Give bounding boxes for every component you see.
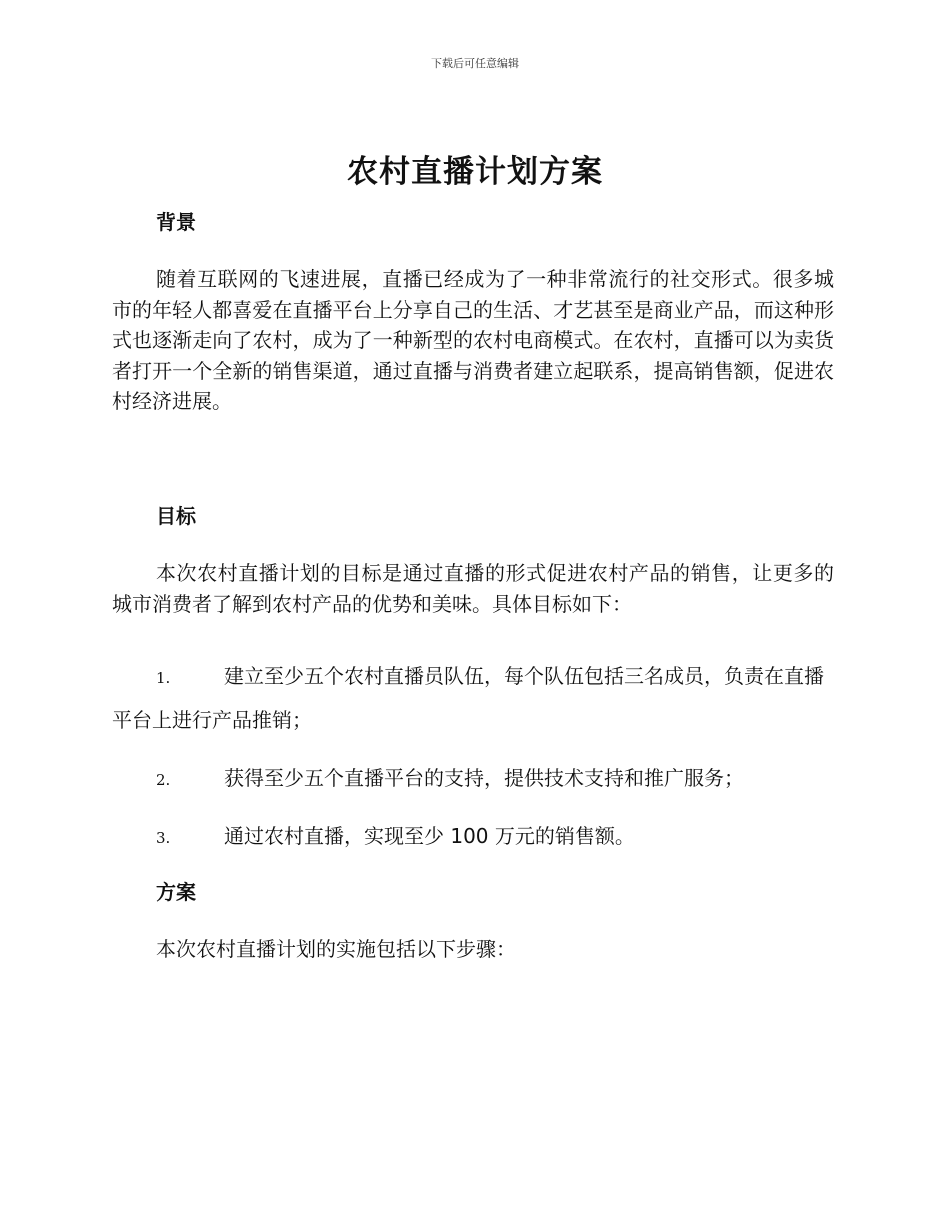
- section-heading-background: 背景: [156, 210, 196, 234]
- goals-paragraph: 本次农村直播计划的目标是通过直播的形式促进农村产品的销售，让更多的城市消费者了解到农村产品的优势和美味。具体目标如下：: [112, 561, 834, 616]
- list-item: [112, 655, 834, 741]
- list-item: [112, 815, 834, 859]
- list-item-number: 1.: [156, 669, 171, 687]
- section-heading-plan: 方案: [156, 880, 196, 904]
- list-item-number: 3.: [156, 829, 171, 847]
- list-item: [112, 757, 834, 801]
- list-item-text: 通过农村直播，实现至少 100 万元的销售额。: [224, 824, 635, 848]
- background-paragraph: 随着互联网的飞速进展，直播已经成为了一种非常流行的社交形式。很多城市的年轻人都喜爱在直播平台上分享自己的生活、才艺甚至是商业产品，而这种形式也逐渐走向了农村，成为了一种新型的农村电商模式。在农村，直播可以为卖货者打开一个全新的销售渠道，通过直播与消费者建立起联系，提高销售额，促进农村经济进展。: [112, 267, 834, 414]
- list-item-text: 建立至少五个农村直播员队伍，每个队伍包括三名成员，负责在直播平台上进行产品推销；: [112, 664, 824, 732]
- plan-paragraph: 本次农村直播计划的实施包括以下步骤：: [156, 937, 516, 961]
- list-item-text: 获得至少五个直播平台的支持，提供技术支持和推广服务；: [224, 766, 744, 790]
- section-heading-goals: 目标: [156, 504, 196, 528]
- list-item-number: 2.: [156, 771, 171, 789]
- document-title: 农村直播计划方案: [347, 154, 603, 190]
- header-note: 下载后可任意编辑: [431, 57, 519, 70]
